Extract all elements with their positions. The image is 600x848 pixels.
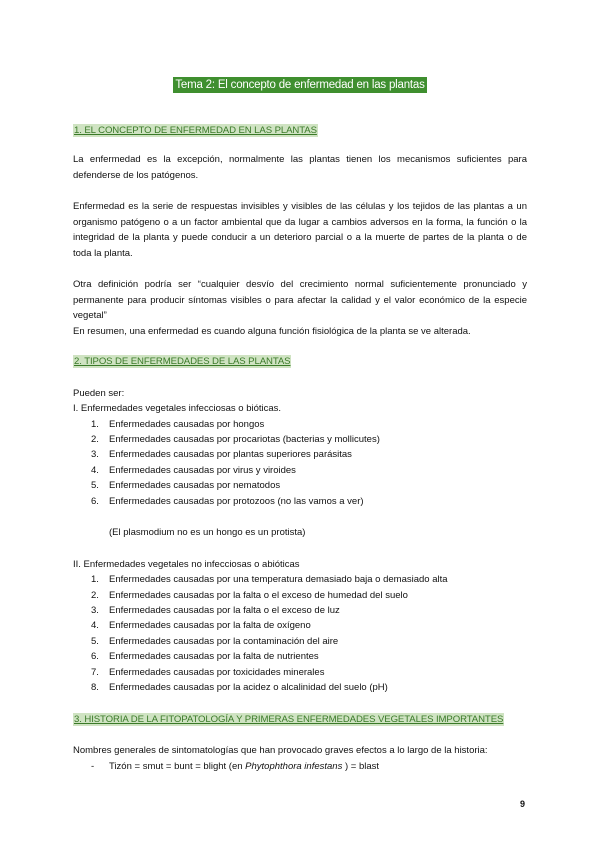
list-item-text: Enfermedades causadas por toxicidades minerales <box>109 667 325 678</box>
list-item-text: Enfermedades causadas por hongos <box>109 419 265 430</box>
list-item-text: Enfermedades causadas por plantas superiores parásitas <box>109 449 352 460</box>
section-1-paragraph-1: La enfermedad es la excepción, normalmente las plantas tienen los mecanismos suficientes para defenderse de los patógenos. <box>73 154 527 181</box>
list-item-number: 6. <box>91 496 99 507</box>
list-item-text: Enfermedades causadas por una temperatura demasiado baja o demasiado alta <box>109 574 448 585</box>
list-item <box>0 636 600 650</box>
bullet-text-post: ) = blast <box>342 761 380 772</box>
list-item-number: 2. <box>91 590 99 601</box>
group-1-title: I. Enfermedades vegetales infecciosas o bióticas. <box>73 403 282 414</box>
list-item <box>0 667 600 681</box>
list-item-text: Enfermedades causadas por virus y viroides <box>109 465 296 476</box>
list-item <box>0 590 600 604</box>
section-3-intro: Nombres generales de sintomatologías que han provocado graves efectos a lo largo de la historia: <box>73 745 488 756</box>
list-item-number: 4. <box>91 620 99 631</box>
group-2-title: II. Enfermedades vegetales no infecciosas o abióticas <box>73 559 300 570</box>
list-item <box>0 480 600 494</box>
list-item-number: 1. <box>91 419 99 430</box>
section-3-heading: 3. HISTORIA DE LA FITOPATOLOGÍA Y PRIMERAS ENFERMEDADES VEGETALES IMPORTANTES <box>74 714 504 725</box>
list-item <box>0 574 600 588</box>
list-item-text: Enfermedades causadas por la contaminación del aire <box>109 636 339 647</box>
list-item <box>0 449 600 463</box>
section-1-paragraph-4: En resumen, una enfermedad es cuando alguna función fisiológica de la planta se ve alterada. <box>73 326 471 337</box>
list-item-number: 5. <box>91 480 99 491</box>
bullet-text-species: Phytophthora infestans <box>245 761 343 772</box>
list-item-number: 7. <box>91 667 99 678</box>
list-item-number: 3. <box>91 605 99 616</box>
list-item <box>0 605 600 619</box>
list-item-number: 1. <box>91 574 99 585</box>
list-item <box>0 465 600 479</box>
list-item-text: Enfermedades causadas por la acidez o alcalinidad del suelo (pH) <box>109 682 388 693</box>
page-title: Tema 2: El concepto de enfermedad en las plantas <box>175 79 425 91</box>
list-note: (El plasmodium no es un hongo es un protista) <box>109 527 306 538</box>
bullet-marker: - <box>91 761 95 772</box>
list-item-number: 3. <box>91 449 99 460</box>
bullet-text-pre: Tizón = smut = bunt = blight (en <box>109 761 246 772</box>
list-item-text: Enfermedades causadas por procariotas (bacterias y mollicutes) <box>109 434 380 445</box>
list-item-number: 6. <box>91 651 99 662</box>
list-item <box>0 682 600 696</box>
section-1-heading: 1. EL CONCEPTO DE ENFERMEDAD EN LAS PLANTAS <box>74 125 317 136</box>
page-number: 9 <box>520 799 526 809</box>
section-1-paragraph-2: Enfermedad es la serie de respuestas invisibles y visibles de las células y los tejidos de las plantas a un organismo patógeno o a un factor ambiental que da lugar a cambios adversos en la forma, la función o la integridad de la planta y puede conducir a un deterioro parcial o a la muerte de partes de la planta o de toda la planta. <box>73 201 527 260</box>
list-item-text: Enfermedades causadas por la falta o el exceso de humedad del suelo <box>109 590 408 601</box>
list-item <box>0 419 600 433</box>
list-item <box>0 496 600 510</box>
section-2-heading: 2. TIPOS DE ENFERMEDADES DE LAS PLANTAS <box>74 356 291 367</box>
list-item-number: 5. <box>91 636 99 647</box>
list-item-number: 8. <box>91 682 99 693</box>
page-title-container <box>0 75 600 93</box>
list-item-text: Enfermedades causadas por la falta de nutrientes <box>109 651 319 662</box>
section-2-intro: Pueden ser: <box>73 388 125 399</box>
list-item <box>0 620 600 634</box>
list-item-text: Enfermedades causadas por nematodos <box>109 480 281 491</box>
list-item-text: Enfermedades causadas por protozoos (no las vamos a ver) <box>109 496 364 507</box>
list-item <box>0 434 600 448</box>
list-item-number: 4. <box>91 465 99 476</box>
list-item-text: Enfermedades causadas por la falta o el exceso de luz <box>109 605 340 616</box>
bullet-item <box>0 761 600 775</box>
list-item <box>0 651 600 665</box>
section-1-paragraph-3: Otra definición podría ser “cualquier desvío del crecimiento normal suficientemente pronunciado y permanente para producir síntomas visibles o para afectar la calidad y el valor económico de la especie vegetal” <box>73 279 527 322</box>
list-item-number: 2. <box>91 434 99 445</box>
list-item-text: Enfermedades causadas por la falta de oxígeno <box>109 620 311 631</box>
